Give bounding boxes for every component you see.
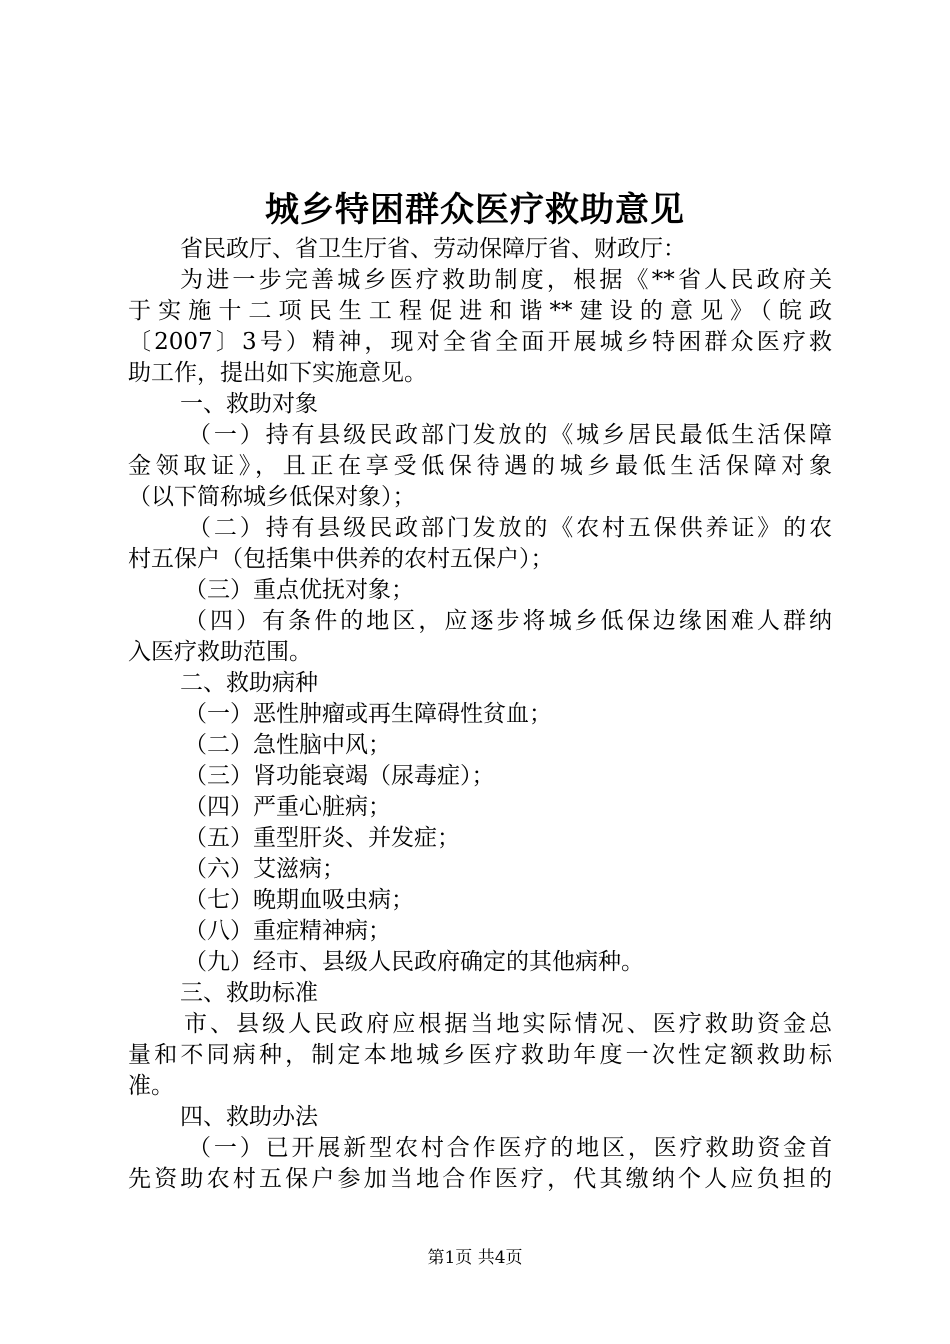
text-line: 于实施十二项民生工程促进和谐**建设的意见》（皖政: [128, 298, 832, 324]
text-line: 为进一步完善城乡医疗救助制度，根据《**省人民政府关: [180, 267, 832, 293]
text-line: （四）有条件的地区，应逐步将城乡低保边缘困难人群纳: [184, 608, 832, 634]
text-line: （二）急性脑中风；: [184, 732, 391, 758]
text-line: （九）经市、县级人民政府确定的其他病种。: [184, 949, 644, 975]
text-line: 四、救助办法: [180, 1104, 318, 1130]
text-line: （七）晚期血吸虫病；: [184, 887, 414, 913]
text-line: 三、救助标准: [180, 980, 318, 1006]
text-line: 准。: [128, 1073, 174, 1099]
text-line: （以下简称城乡低保对象）；: [128, 484, 416, 510]
text-line: （三）重点优抚对象；: [184, 577, 414, 603]
text-line: 金领取证》，且正在享受低保待遇的城乡最低生活保障对象: [128, 453, 832, 479]
page-title: 城乡特困群众医疗救助意见: [265, 190, 685, 230]
text-line: 助工作，提出如下实施意见。: [128, 360, 427, 386]
text-line: 〔2007〕3号）精神，现对全省全面开展城乡特困群众医疗救: [128, 329, 832, 355]
page-footer: 第1页 共4页: [427, 1248, 523, 1268]
text-line: 村五保户（包括集中供养的农村五保户）；: [128, 546, 554, 572]
document-body: [128, 234, 832, 1195]
text-line: （四）严重心脏病；: [184, 794, 391, 820]
text-line: （一）持有县级民政部门发放的《城乡居民最低生活保障: [188, 422, 832, 448]
text-line: （八）重症精神病；: [184, 918, 391, 944]
text-line: 省民政厅、省卫生厅省、劳动保障厅省、财政厅：: [180, 236, 686, 262]
text-line: （三）肾功能衰竭（尿毒症）；: [184, 763, 495, 789]
text-line: 一、救助对象: [180, 391, 318, 417]
text-line: 量和不同病种，制定本地城乡医疗救助年度一次性定额救助标: [128, 1042, 832, 1068]
text-line: 入医疗救助范围。: [128, 639, 312, 665]
text-line: 市、县级人民政府应根据当地实际情况、医疗救助资金总: [184, 1011, 832, 1037]
text-line: （六）艾滋病；: [184, 856, 345, 882]
text-line: 二、救助病种: [180, 670, 318, 696]
text-line: 先资助农村五保户参加当地合作医疗，代其缴纳个人应负担的: [128, 1166, 832, 1192]
text-line: （二）持有县级民政部门发放的《农村五保供养证》的农: [188, 515, 832, 541]
text-line: （一）恶性肿瘤或再生障碍性贫血；: [184, 701, 552, 727]
text-line: （五）重型肝炎、并发症；: [184, 825, 460, 851]
text-line: （一）已开展新型农村合作医疗的地区，医疗救助资金首: [188, 1135, 832, 1161]
